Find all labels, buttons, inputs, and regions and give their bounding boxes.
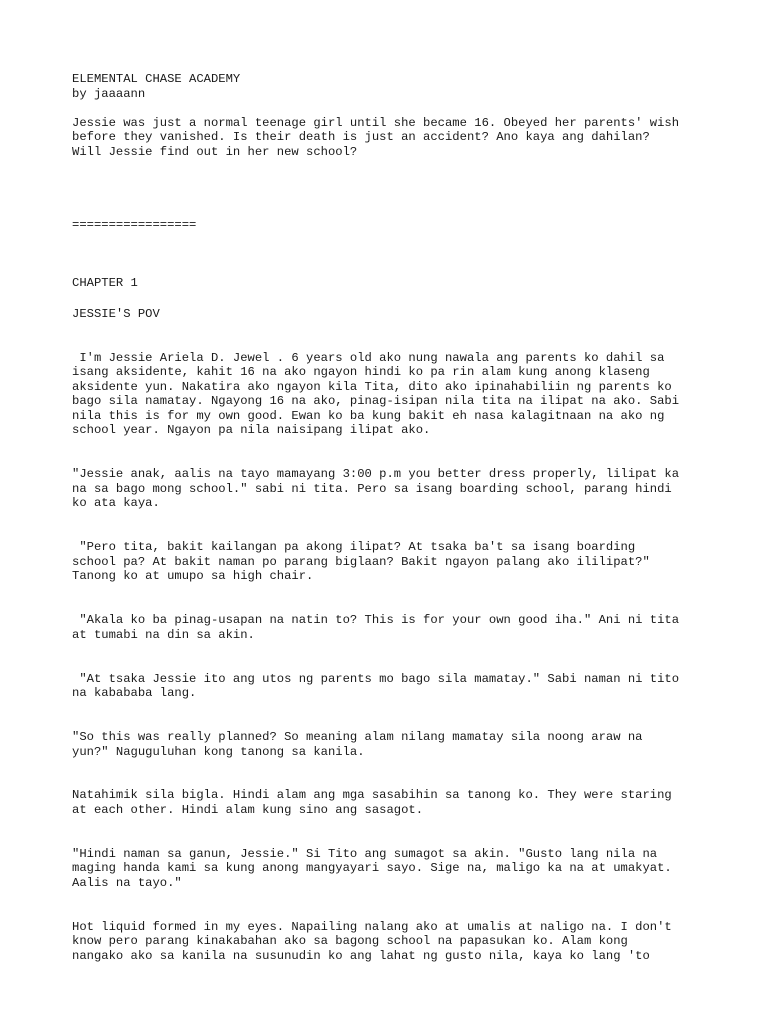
synopsis-line: Will Jessie find out in her new school? (72, 144, 358, 159)
paragraph-line: isang aksidente, kahit 16 na ako ngayon hindi ko pa rin alam kung anong klaseng (72, 365, 650, 380)
book-author: by jaaaann (72, 86, 146, 101)
synopsis-line: before they vanished. Is their death is just an accident? Ano kaya ang dahilan? (72, 130, 650, 145)
paragraph-line: school pa? At bakit naman po parang biglaan? Bakit ngayon palang ako ililipat?" (72, 554, 650, 569)
paragraph-line: school year. Ngayon pa nila naisipang ilipat ako. (72, 423, 431, 438)
paragraph-line: nila this is for my own good. Ewan ko ba kung bakit eh nasa kalagitnaan na ako ng (72, 408, 665, 423)
paragraph-line: bago sila namatay. Ngayong 16 na ako, pinag-isipan nila tita na ilipat na ako. Sabi (72, 394, 680, 409)
paragraph (72, 540, 712, 584)
chapter-heading: CHAPTER 1 (72, 276, 138, 291)
paragraph (72, 730, 712, 759)
paragraph-line: "Akala ko ba pinag-usapan na natin to? This is for your own good iha." Ani ni tita (72, 613, 680, 628)
paragraph (72, 467, 712, 511)
paragraph (72, 920, 712, 964)
paragraph-line: at tumabi na din sa akin. (72, 627, 255, 642)
document-text (72, 72, 712, 963)
paragraph-line: aksidente yun. Nakatira ako ngayon kila Tita, dito ako ipinahabiliin ng parents ko (72, 379, 672, 394)
synopsis-line: Jessie was just a normal teenage girl until she became 16. Obeyed her parents' wish (72, 115, 680, 130)
paragraph (72, 672, 712, 701)
paragraph-line: I'm Jessie Ariela D. Jewel . 6 years old ako nung nawala ang parents ko dahil sa (72, 350, 665, 365)
paragraph-line: know pero parang kinakabahan ako sa bagong school na papasukan ko. Alam kong (72, 934, 628, 949)
paragraph-line: yun?" Naguguluhan kong tanong sa kanila. (72, 744, 365, 759)
synopsis (72, 116, 712, 160)
paragraph-line: Natahimik sila bigla. Hindi alam ang mga sasabihin sa tanong ko. They were staring (72, 788, 672, 803)
paragraph-line: Tanong ko at umupo sa high chair. (72, 569, 314, 584)
paragraph-line: Aalis na tayo." (72, 875, 182, 890)
paragraph (72, 613, 712, 642)
paragraph (72, 351, 712, 439)
paragraph-line: "Jessie anak, aalis na tayo mamayang 3:00 p.m you better dress properly, lilipat ka (72, 467, 680, 482)
paragraph-line: at each other. Hindi alam kung sino ang sasagot. (72, 802, 424, 817)
book-title: ELEMENTAL CHASE ACADEMY (72, 72, 241, 86)
paragraph-line: ko ata kaya. (72, 496, 160, 511)
paragraph-line: Hot liquid formed in my eyes. Napailing nalang ako at umalis at naligo na. I don't (72, 919, 672, 934)
paragraph-line: "At tsaka Jessie ito ang utos ng parents mo bago sila mamatay." Sabi naman ni tito (72, 671, 680, 686)
paragraph-line: "Pero tita, bakit kailangan pa akong ilipat? At tsaka ba't sa isang boarding (72, 540, 636, 555)
paragraph-line: na sa bago mong school." sabi ni tita. Pero sa isang boarding school, parang hindi (72, 481, 672, 496)
paragraph-line: na kabababa lang. (72, 686, 197, 701)
paragraph-line: "So this was really planned? So meaning alam nilang mamatay sila noong araw na (72, 729, 643, 744)
paragraph (72, 788, 712, 817)
paragraph (72, 847, 712, 891)
section-divider: ================= (72, 217, 197, 232)
paragraph-line: "Hindi naman sa ganun, Jessie." Si Tito ang sumagot sa akin. "Gusto lang nila na (72, 846, 658, 861)
pov-heading: JESSIE'S POV (72, 306, 160, 321)
paragraph-line: maging handa kami sa kung anong mangyayari sayo. Sige na, maligo ka na at umakyat. (72, 861, 672, 876)
paragraph-line: nangako ako sa kanila na susunudin ko ang lahat ng gusto nila, kaya ko lang 'to (72, 948, 650, 963)
